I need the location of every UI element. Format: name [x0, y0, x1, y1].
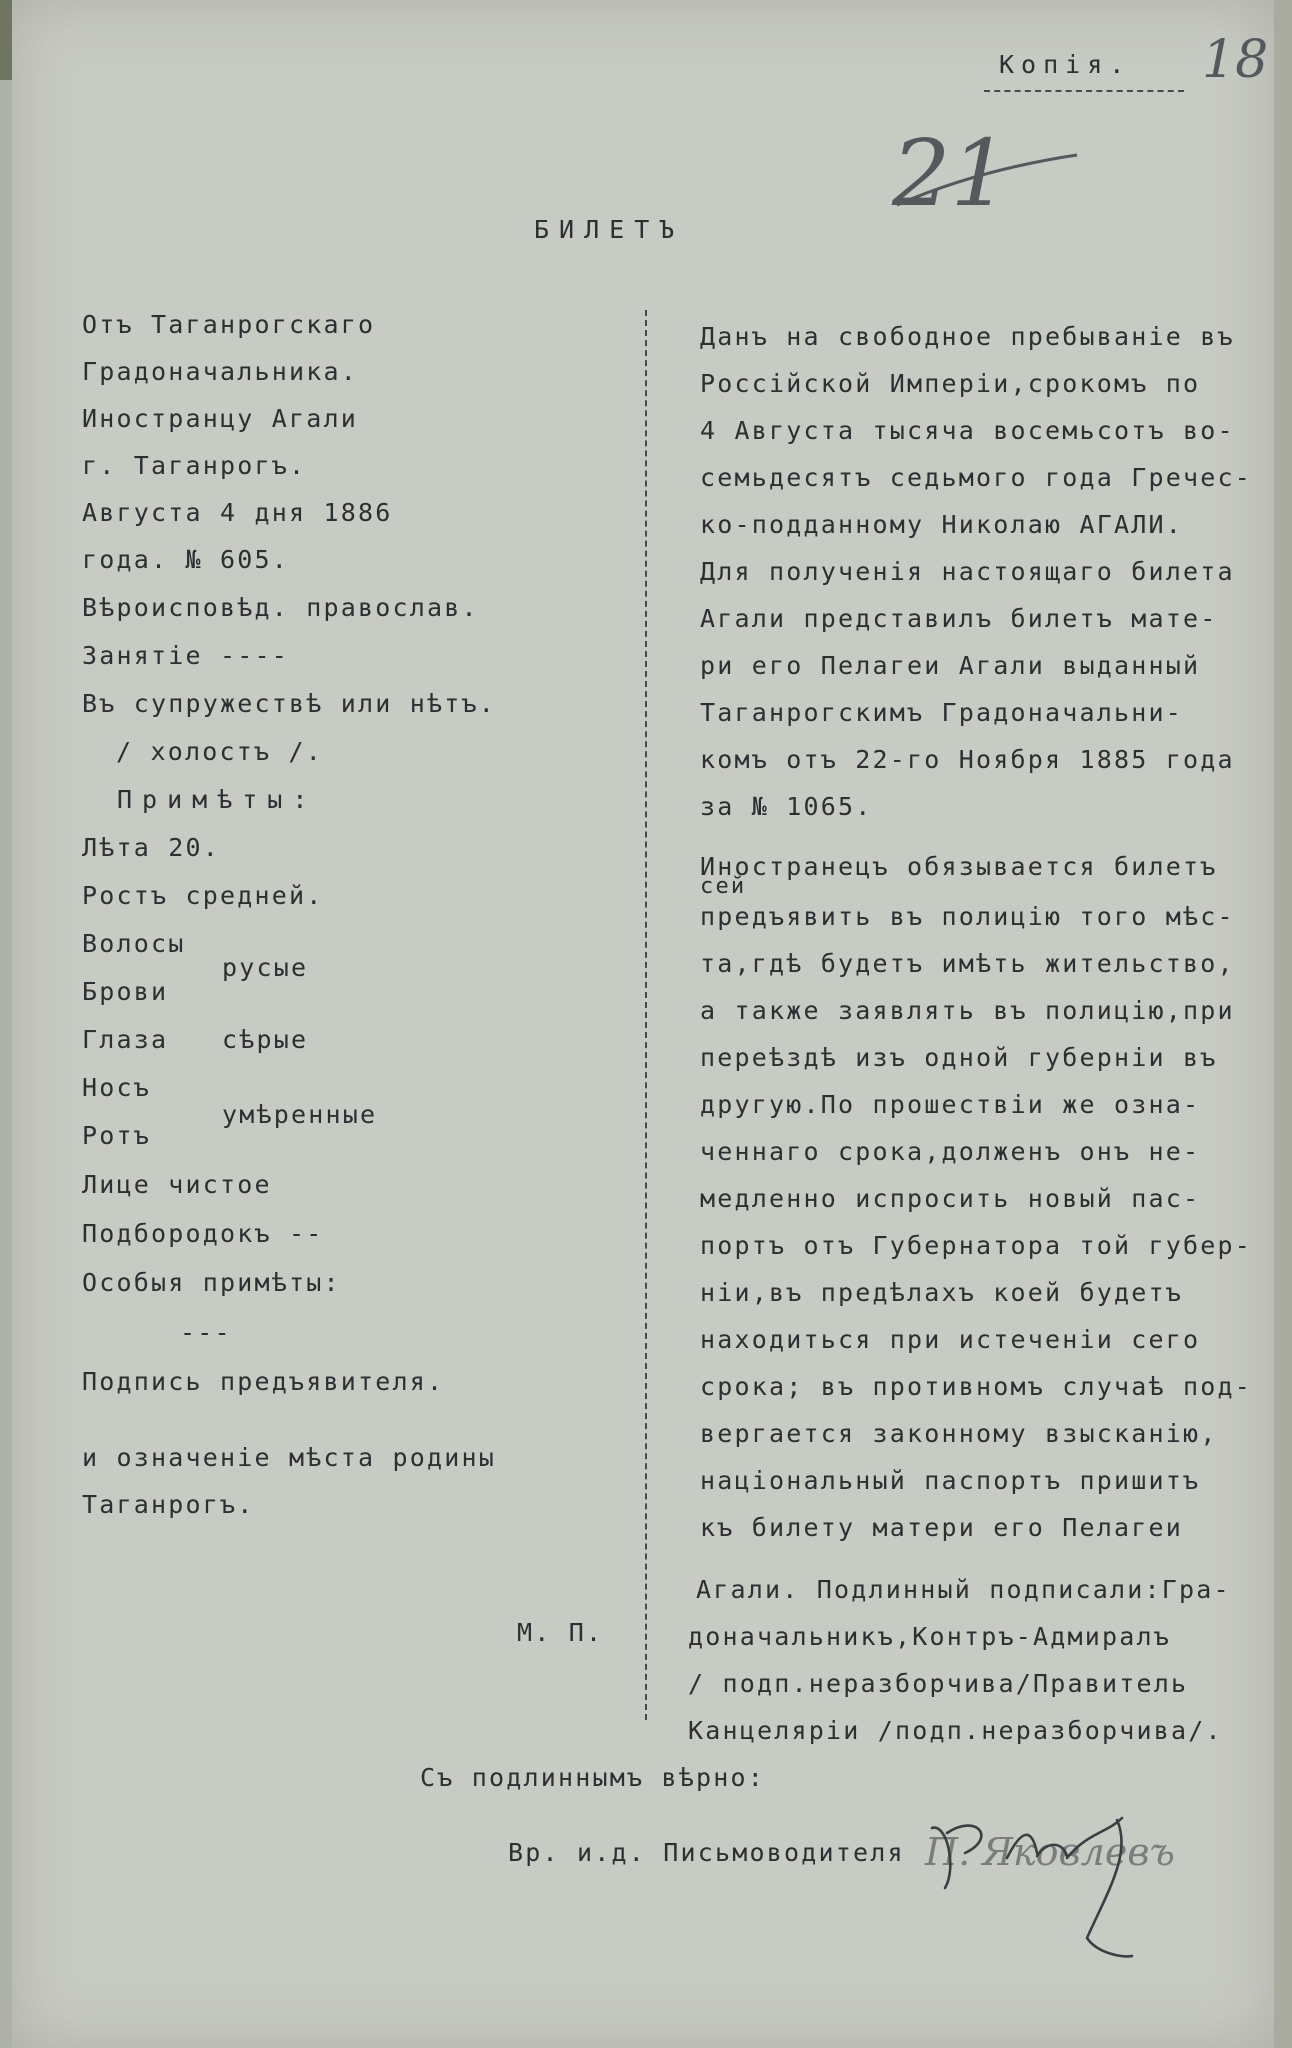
issuer-line-1: Отъ Таганрогскаго [82, 310, 376, 339]
body-line-30: Канцелярiи /подп.неразборчива/. [688, 1716, 1223, 1745]
body-line-4: семьдесятъ седьмого года Гречес- [700, 463, 1253, 492]
nose-label: Носъ [82, 1073, 152, 1102]
chin-line: Подбородокъ -- [82, 1219, 324, 1248]
eyebrows-label: Брови [82, 977, 169, 1006]
signer-title: Вр. и.д. Письмоводителя [508, 1838, 905, 1867]
nose-mouth-value: умѣренные [222, 1100, 378, 1129]
body-line-6: Для полученiя настоящаго билета [700, 557, 1235, 586]
city-line: г. Таганрогъ. [82, 451, 307, 480]
number-line: года. № 605. [82, 545, 290, 574]
body-line-14: та,гдѣ будетъ имѣть жительство, [700, 949, 1235, 978]
body-line-3: 4 Августа тысяча восемьсотъ во- [700, 416, 1235, 445]
body-line-26: къ билету матери его Пелагеи [700, 1513, 1184, 1542]
body-line-18: ченнаго срока,долженъ онъ не- [700, 1137, 1201, 1166]
eyes-color: сѣрые [222, 1025, 309, 1054]
body-line-12: Иностранецъ обязывается билетъ [700, 852, 1218, 881]
marital-line: Въ супружествѣ или нѣтъ. [82, 689, 497, 718]
body-line-15: а также заявлять въ полицiю,при [700, 996, 1235, 1025]
body-line-23: срока; въ противномъ случаѣ под- [700, 1372, 1253, 1401]
hair-color: русые [222, 953, 309, 982]
special-features-label: Особыя примѣты: [82, 1268, 341, 1297]
document-title: БИЛЕТЪ [534, 215, 685, 244]
body-line-5: ко-подданному Николаю АГАЛИ. [700, 510, 1184, 539]
date-line: Августа 4 дня 1886 [82, 498, 393, 527]
features-heading: Примѣты: [117, 785, 318, 814]
body-line-11: за № 1065. [700, 792, 873, 821]
body-line-27: Агали. Подлинный подписали:Гра- [696, 1575, 1231, 1604]
body-line-19: медленно испросить новый пас- [700, 1184, 1201, 1213]
signature [917, 1808, 1175, 1968]
religion-line: Вѣроисповѣд. православ. [82, 593, 479, 622]
body-line-20: портъ отъ Губернатора той губер- [700, 1231, 1253, 1260]
kopia-label: Копiя. [999, 50, 1132, 79]
body-line-2: Россiйской Имперiи,срокомъ по [700, 369, 1201, 398]
special-features-value: --- [180, 1318, 232, 1347]
height-line: Ростъ средней. [82, 881, 324, 910]
kopia-underline [984, 90, 1184, 92]
face-line: Лице чистое [82, 1170, 272, 1199]
page-number: 18 [1202, 30, 1269, 90]
body-line-25: нацiональный паспортъ пришитъ [700, 1466, 1201, 1495]
hair-label: Волосы [82, 929, 186, 958]
birthplace-label: и означенiе мѣста родины [82, 1443, 497, 1472]
body-line-13: предъявить въ полицiю того мѣс- [700, 902, 1235, 931]
recipient-line: Иностранцу Агали [82, 404, 359, 433]
body-line-8: ри его Пелагеи Агали выданный [700, 651, 1201, 680]
column-divider [645, 310, 647, 1720]
body-line-22: находиться при истеченiи сего [700, 1325, 1201, 1354]
body-line-29: / подп.неразборчива/Правитель [688, 1669, 1189, 1698]
body-line-16: переѣздѣ изъ одной губернiи въ [700, 1043, 1218, 1072]
body-line-10: комъ отъ 22-го Ноября 1885 года [700, 745, 1235, 774]
mouth-label: Ротъ [82, 1121, 152, 1150]
body-line-21: нiи,въ предѣлахъ коей будетъ [700, 1278, 1184, 1307]
age-line: Лѣта 20. [82, 833, 221, 862]
signature-text: П. Яковлевъ [925, 1830, 1175, 1874]
birthplace-value: Таганрогъ. [82, 1490, 255, 1519]
body-insert-sei: сей [700, 874, 747, 899]
certification-line: Съ подлиннымъ вѣрно: [420, 1763, 766, 1792]
document-page [12, 0, 1274, 2048]
eyes-label: Глаза [82, 1025, 169, 1054]
body-line-28: доначальникъ,Контръ-Адмиралъ [688, 1622, 1172, 1651]
marital-status: / холостъ /. [116, 737, 324, 766]
issuer-line-2: Градоначальника. [82, 357, 359, 386]
body-line-24: вергается законному взысканiю, [700, 1419, 1218, 1448]
body-line-7: Агали представилъ билетъ мате- [700, 604, 1218, 633]
body-line-9: Таганрогскимъ Градоначальни- [700, 698, 1184, 727]
bearer-signature-label: Подпись предъявителя. [82, 1367, 445, 1396]
folio-number: 21 [892, 120, 1010, 227]
body-line-17: другую.По прошествiи же озна- [700, 1090, 1201, 1119]
seal-place: М. П. [517, 1618, 604, 1647]
folio-strike [887, 135, 1087, 215]
occupation-line: Занятiе ---- [82, 641, 290, 670]
body-line-1: Данъ на свободное пребыванiе въ [700, 322, 1235, 351]
